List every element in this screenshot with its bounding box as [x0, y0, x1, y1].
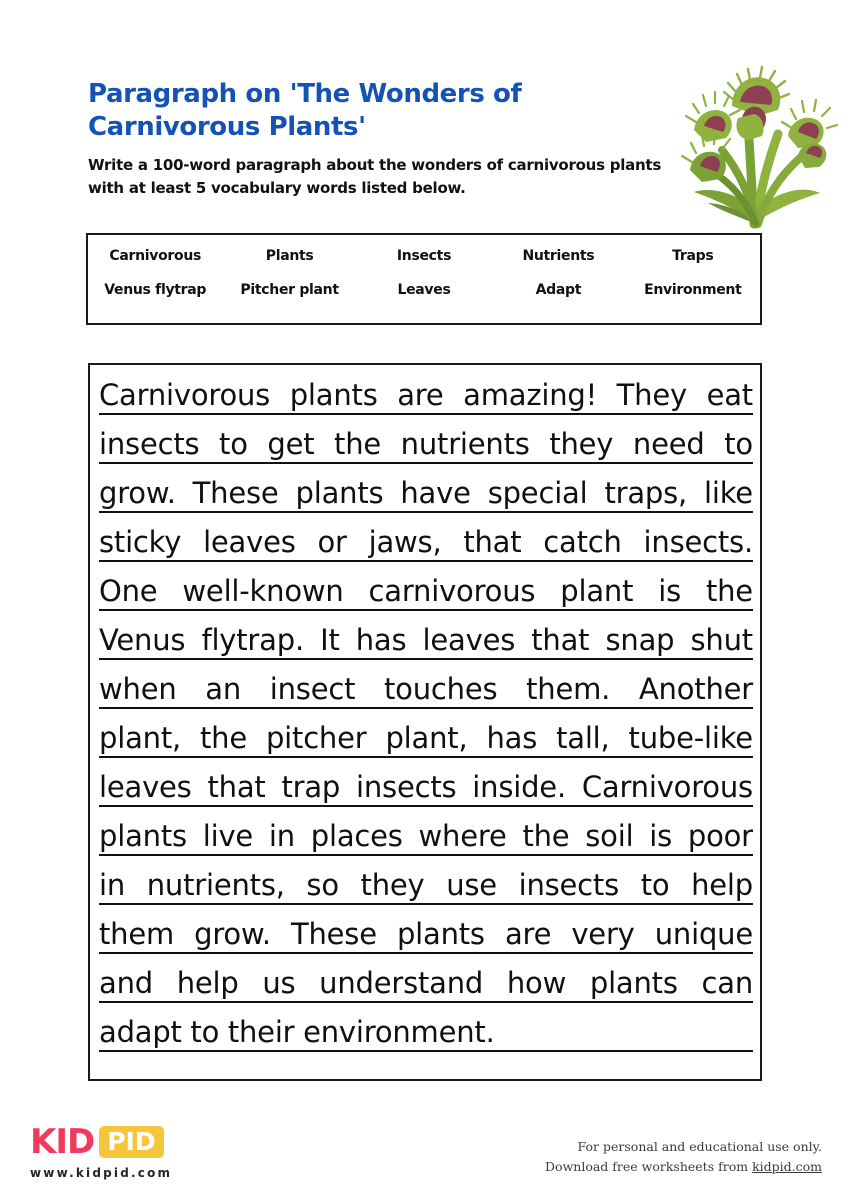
answer-word: the [522, 819, 570, 853]
answer-word: nutrients [400, 427, 530, 461]
answer-word: are [397, 378, 444, 412]
answer-word: pitcher [265, 721, 367, 755]
answer-lines [99, 373, 753, 1059]
answer-word: They [616, 378, 687, 412]
answer-word: and [99, 966, 153, 1000]
answer-word: very [571, 917, 635, 951]
answer-word: These [192, 476, 279, 510]
answer-word: they [360, 868, 425, 902]
answer-word: plants [99, 819, 187, 853]
answer-word: have [400, 476, 471, 510]
vocab-word: Environment [644, 282, 742, 298]
answer-word: sticky [99, 525, 182, 559]
answer-word: Carnivorous [581, 770, 753, 804]
answer-line [99, 765, 753, 814]
venus-flytrap-illustration [672, 58, 840, 230]
answer-word: grow. [99, 476, 176, 510]
answer-word: them [99, 917, 175, 951]
answer-word: well-known [182, 574, 344, 608]
answer-word: are [504, 917, 552, 951]
answer-word: where [418, 819, 507, 853]
answer-word: has [486, 721, 538, 755]
answer-word: snap [605, 623, 675, 657]
answer-word: trap [281, 770, 341, 804]
answer-word: leaves [99, 770, 192, 804]
answer-line [99, 1010, 753, 1059]
answer-word: the [199, 721, 247, 755]
answer-word: poor [687, 819, 753, 853]
vocab-word: Pitcher plant [240, 282, 339, 298]
worksheet-header [88, 78, 688, 200]
answer-word: get [267, 427, 315, 461]
answer-word: help [691, 868, 753, 902]
answer-word: insects [518, 868, 620, 902]
answer-line [99, 471, 753, 520]
answer-word: in [268, 819, 295, 853]
answer-word: to [640, 868, 670, 902]
answer-word: soil [585, 819, 634, 853]
vocab-word: Adapt [535, 282, 582, 298]
answer-word: like [704, 476, 753, 510]
answer-word: special [487, 476, 588, 510]
answer-line [99, 716, 753, 765]
answer-word: plants [589, 966, 678, 1000]
answer-word: them. [526, 672, 611, 706]
logo-pid-badge: PID [99, 1126, 163, 1158]
answer-word: nutrients, [146, 868, 285, 902]
answer-word: It [320, 623, 340, 657]
answer-word: the [705, 574, 753, 608]
vocab-word: Plants [265, 248, 314, 264]
answer-word: an [205, 672, 242, 706]
vocab-word: Carnivorous [109, 248, 202, 264]
answer-word: leaves [203, 525, 296, 559]
answer-word: plants [289, 378, 378, 412]
vocab-word: Venus flytrap [104, 282, 207, 298]
answer-line [99, 422, 753, 471]
answer-word: plant, [385, 721, 468, 755]
answer-word: inside. [472, 770, 566, 804]
page-title: Paragraph on 'The Wonders of Carnivorous Plants' [88, 79, 522, 142]
answer-word: places [310, 819, 403, 853]
answer-word: plants [295, 476, 384, 510]
worksheet-instructions: Write a 100-word paragraph about the wonders of carnivorous plants with at least 5 vocabulary words listed below. [88, 155, 662, 197]
logo-website-url: www.kidpid.com [30, 1166, 173, 1180]
vocabulary-grid [88, 248, 760, 298]
logo-kid-text: KID [30, 1122, 95, 1162]
answer-word: amazing! [463, 378, 598, 412]
answer-line [99, 373, 753, 422]
answer-line [99, 863, 753, 912]
answer-word: in [99, 868, 126, 902]
vocabulary-word-bank [86, 233, 762, 325]
answer-word: These [290, 917, 377, 951]
answer-word: the [334, 427, 382, 461]
answer-word: shut [690, 623, 753, 657]
answer-word: understand [319, 966, 484, 1000]
answer-word: environment. [303, 1015, 495, 1049]
answer-word: touches [384, 672, 498, 706]
answer-word: unique [654, 917, 753, 951]
answer-word: when [99, 672, 177, 706]
kidpid-link[interactable]: kidpid.com [752, 1158, 822, 1174]
answer-word: need [632, 427, 705, 461]
answer-word: traps, [604, 476, 688, 510]
answer-word: is [658, 574, 681, 608]
answer-word: adapt [99, 1015, 182, 1049]
answer-word: to [190, 1015, 220, 1049]
answer-word: how [506, 966, 567, 1000]
answer-word: tube-like [628, 721, 753, 755]
logo-row [30, 1122, 270, 1162]
kidpid-logo [30, 1122, 270, 1180]
flytrap-trap-mid [736, 107, 765, 140]
answer-word: One [99, 574, 158, 608]
answer-word: us [262, 966, 296, 1000]
vocab-word: Nutrients [522, 248, 595, 264]
answer-word: that [207, 770, 266, 804]
answer-line [99, 569, 753, 618]
answer-word: can [701, 966, 753, 1000]
footer-note-line-1: For personal and educational use only. [577, 1139, 822, 1155]
answer-word: jaws, [368, 525, 442, 559]
answer-word: to [219, 427, 248, 461]
answer-word: catch [543, 525, 622, 559]
flytrap-trap-right [782, 100, 837, 148]
answer-word: plants [396, 917, 485, 951]
answer-line [99, 814, 753, 863]
answer-line [99, 961, 753, 1010]
answer-word: grow. [194, 917, 271, 951]
answer-word: use [446, 868, 497, 902]
answer-word: Venus [99, 623, 186, 657]
answer-word: eat [706, 378, 753, 412]
answer-word: that [531, 623, 590, 657]
answer-word: insects. [643, 525, 753, 559]
answer-word: they [549, 427, 614, 461]
answer-word: Another [638, 672, 753, 706]
answer-line [99, 667, 753, 716]
answer-word: that [463, 525, 522, 559]
answer-line [99, 618, 753, 667]
answer-word: insects [356, 770, 457, 804]
answer-word: has [355, 623, 407, 657]
vocab-word: Traps [672, 248, 714, 264]
answer-word: flytrap. [201, 623, 304, 657]
answer-line [99, 520, 753, 569]
answer-word: tall, [556, 721, 610, 755]
answer-word: help [176, 966, 239, 1000]
footer-note-prefix: Download free worksheets from [545, 1158, 753, 1174]
answer-word: insects [99, 427, 200, 461]
answer-word: insect [269, 672, 356, 706]
answer-word: to [724, 427, 753, 461]
answer-word: plant [560, 574, 634, 608]
answer-word: carnivorous [368, 574, 536, 608]
answer-word: leaves [422, 623, 516, 657]
footer-note-line-2 [545, 1157, 822, 1176]
answer-word: or [317, 525, 347, 559]
answer-word: plant, [99, 721, 182, 755]
footer-usage-note [545, 1137, 822, 1176]
answer-word: Carnivorous [99, 378, 271, 412]
answer-line [99, 912, 753, 961]
vocab-word: Leaves [397, 282, 451, 298]
answer-word: so [306, 868, 339, 902]
answer-word: is [649, 819, 673, 853]
answer-word: their [227, 1015, 295, 1049]
answer-writing-area[interactable] [88, 363, 762, 1081]
answer-word: live [202, 819, 254, 853]
vocab-word: Insects [396, 248, 452, 264]
